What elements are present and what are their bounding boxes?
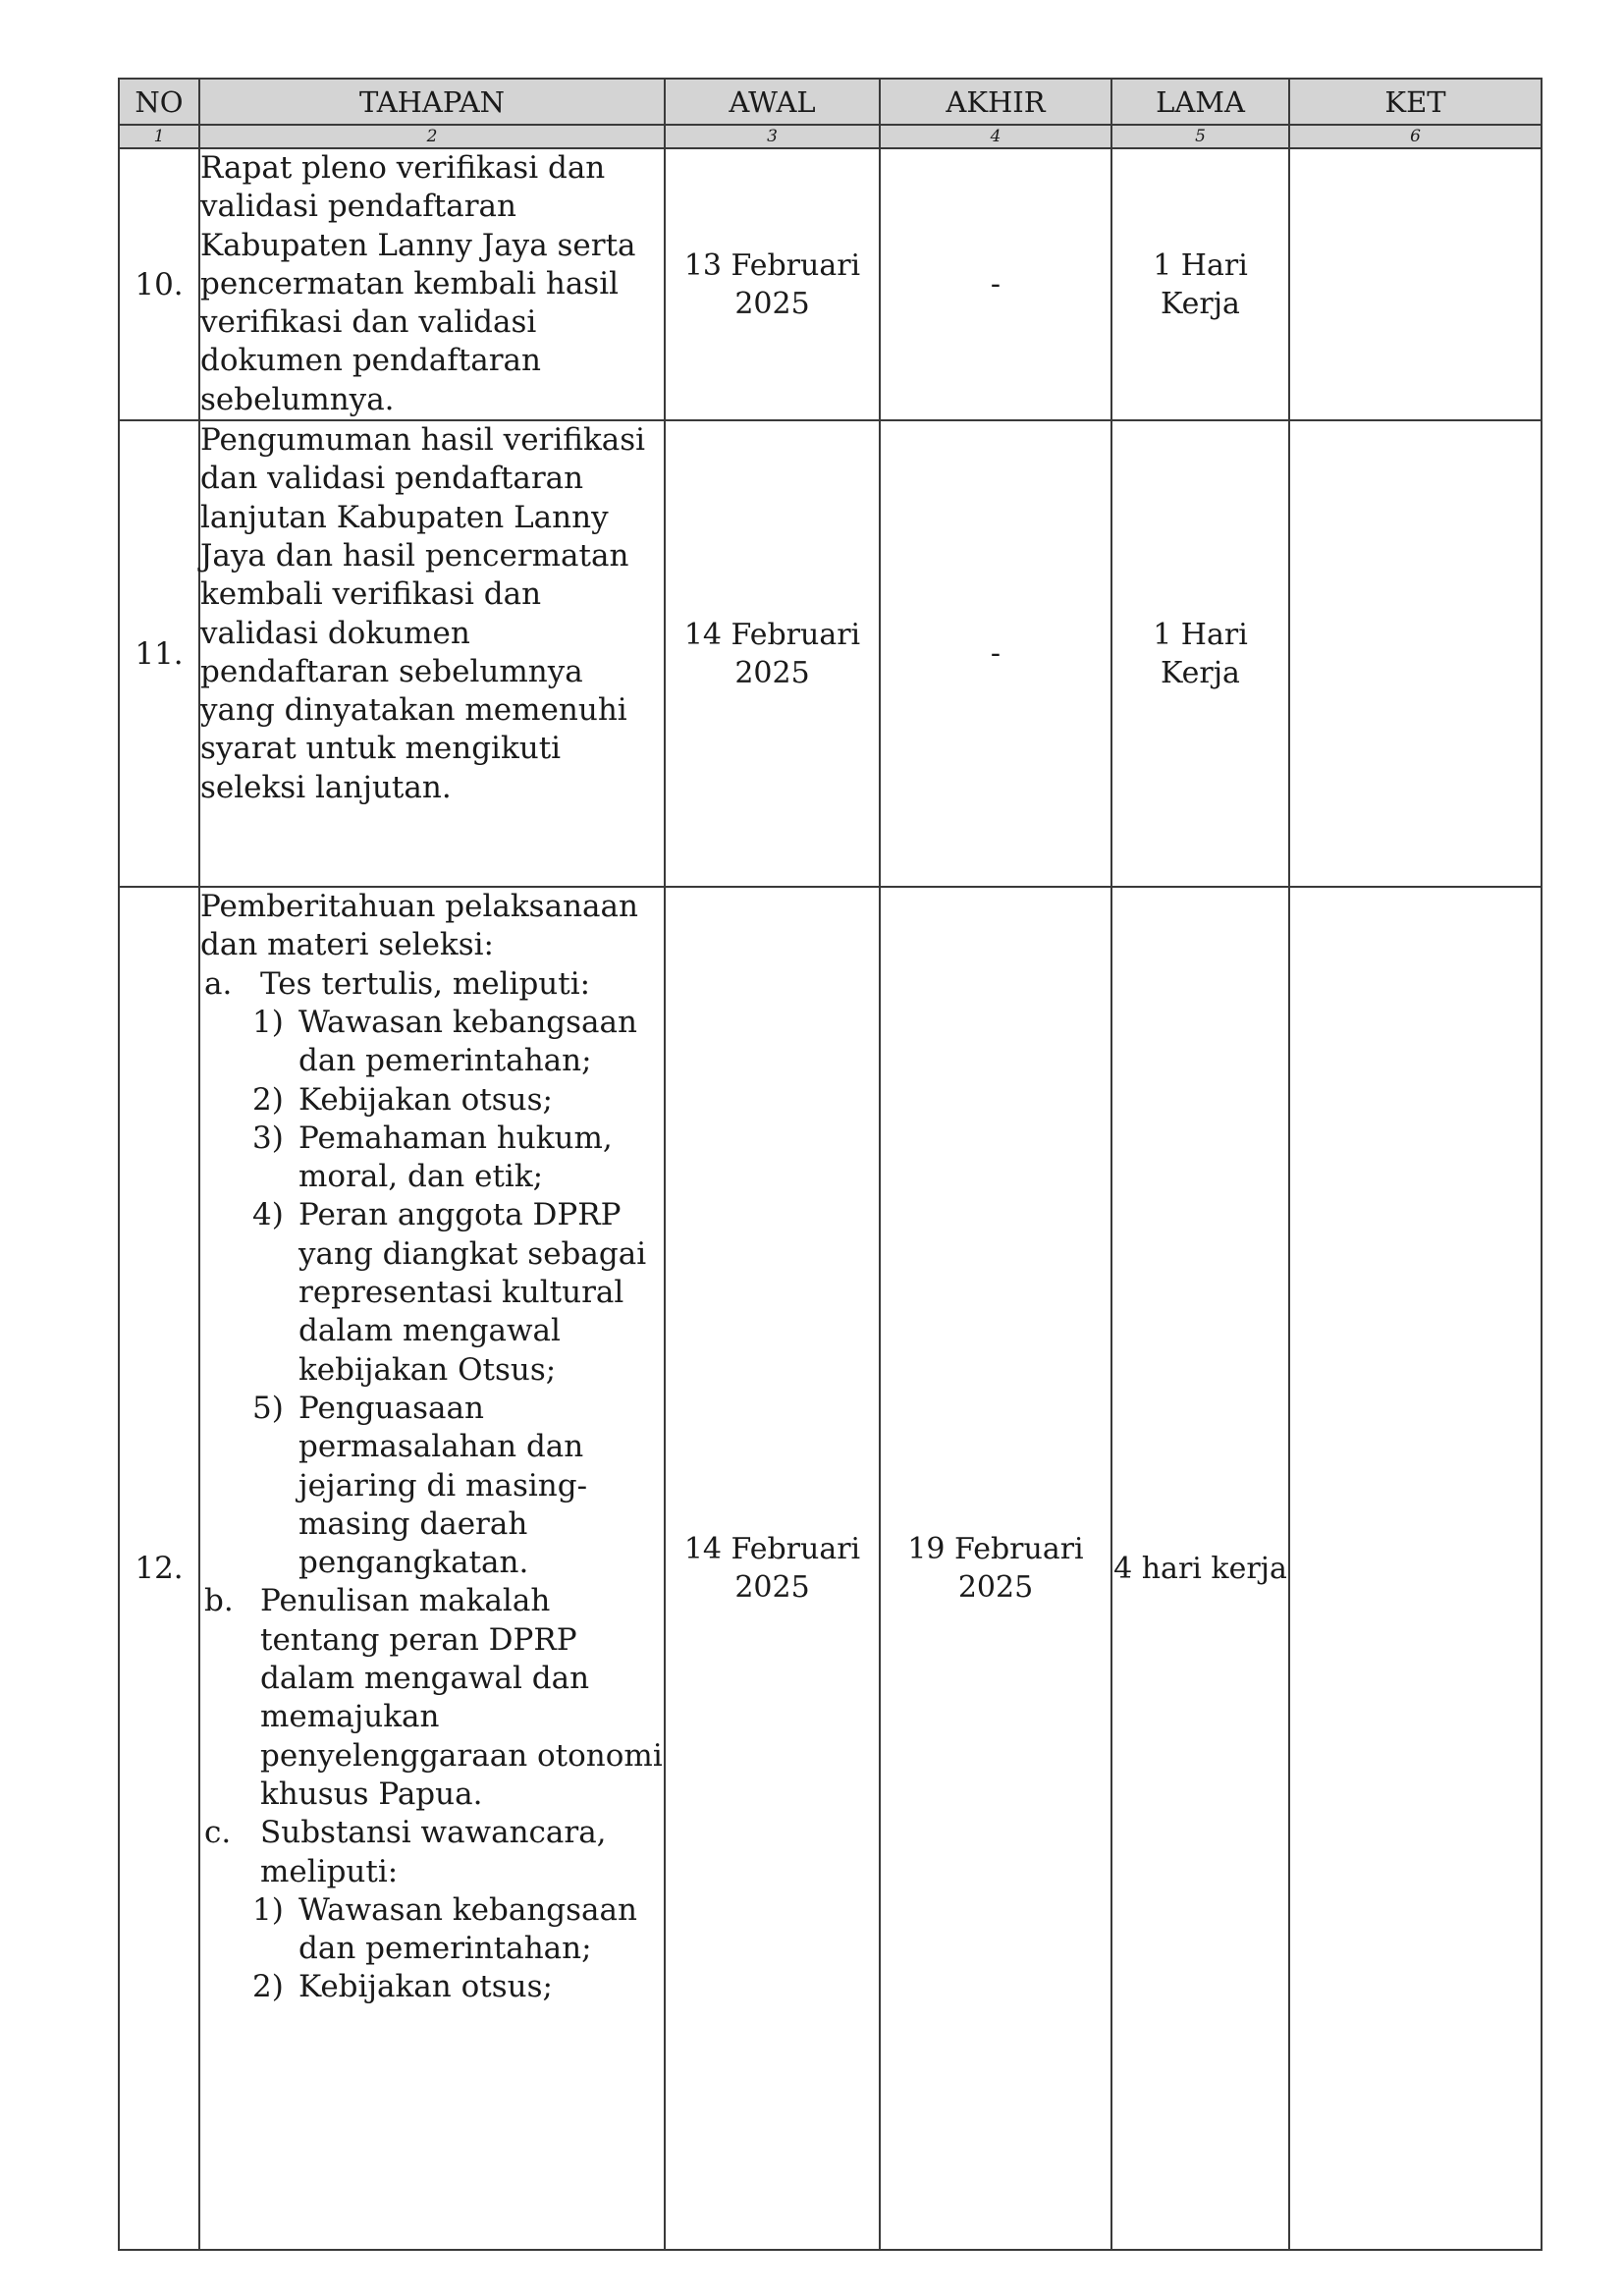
- col-header-ket: KET: [1289, 79, 1542, 125]
- table-row: [119, 887, 1542, 2250]
- list-item: [200, 1582, 664, 1814]
- sub-list-item: [200, 1196, 664, 1389]
- list-item-text: Tes tertulis, meliputi:: [260, 965, 591, 1002]
- list-item: [200, 1814, 664, 1891]
- table-row: [119, 420, 1542, 887]
- tahapan-text: Pengumuman hasil verifikasi dan validasi pendaftaran lanjutan Kabupaten Lanny Jaya dan hasil pencermatan kembali verifikasi dan validasi dokumen pendaftaran sebelumnya yang dinyatakan memenuhi syarat untuk mengikuti seleksi lanjutan.: [199, 420, 665, 887]
- col-number: 6: [1289, 125, 1542, 148]
- sub-list-item-text: Penguasaan permasalahan dan jejaring di masing-masing daerah pengangkatan.: [298, 1390, 588, 1581]
- sub-list-marker: 1): [252, 1004, 284, 1040]
- schedule-table: [118, 78, 1543, 2251]
- sub-list-item-text: Peran anggota DPRP yang diangkat sebagai representasi kultural dalam mengawal kebijakan Otsus;: [298, 1197, 647, 1388]
- col-header-no: NO: [119, 79, 199, 125]
- tahapan-intro: Pemberitahuan pelaksanaan dan materi seleksi:: [200, 889, 638, 963]
- col-header-tahapan: TAHAPAN: [199, 79, 665, 125]
- col-header-akhir: AKHIR: [880, 79, 1111, 125]
- akhir-date: -: [880, 420, 1111, 887]
- lama-duration: 4 hari kerja: [1111, 887, 1289, 2250]
- akhir-date: -: [880, 148, 1111, 420]
- list-marker: a.: [204, 965, 233, 1002]
- sub-list-item: [200, 1968, 664, 2006]
- table-row: [119, 148, 1542, 420]
- sub-list-item-text: Wawasan kebangsaan dan pemerintahan;: [298, 1004, 637, 1079]
- list-item-text: Substansi wawancara, meliputi:: [260, 1815, 607, 1889]
- awal-date: 14 Februari 2025: [665, 887, 880, 2250]
- col-header-awal: AWAL: [665, 79, 880, 125]
- sub-list-marker: 4): [252, 1197, 284, 1233]
- column-number-row: [119, 125, 1542, 148]
- sub-list-marker: 2): [252, 1081, 284, 1118]
- akhir-date: 19 Februari 2025: [880, 887, 1111, 2250]
- col-number: 4: [880, 125, 1111, 148]
- col-header-lama: LAMA: [1111, 79, 1289, 125]
- header-row: [119, 79, 1542, 125]
- sub-list-item: [200, 1081, 664, 1120]
- col-number: 3: [665, 125, 880, 148]
- lama-duration: 1 Hari Kerja: [1111, 420, 1289, 887]
- sub-list-item-text: Pemahaman hukum, moral, dan etik;: [298, 1120, 613, 1195]
- row-number: 10.: [119, 148, 199, 420]
- sub-list-marker: 5): [252, 1390, 284, 1426]
- sub-list-item: [200, 1120, 664, 1197]
- sub-list-item: [200, 1390, 664, 1582]
- awal-date: 14 Februari 2025: [665, 420, 880, 887]
- sub-list-item: [200, 1004, 664, 1081]
- list-item-text: Penulisan makalah tentang peran DPRP dalam mengawal dan memajukan penyelenggaraan otonomi khusus Papua.: [260, 1583, 663, 1812]
- sub-list-item: [200, 1891, 664, 1969]
- ket-cell: [1289, 148, 1542, 420]
- col-number: 1: [119, 125, 199, 148]
- sub-list-item-text: Kebijakan otsus;: [298, 1969, 553, 2005]
- ket-cell: [1289, 887, 1542, 2250]
- col-number: 2: [199, 125, 665, 148]
- list-marker: b.: [204, 1583, 234, 1619]
- col-number: 5: [1111, 125, 1289, 148]
- sub-list-item-text: Kebijakan otsus;: [298, 1081, 553, 1118]
- sub-list-marker: 1): [252, 1891, 284, 1928]
- tahapan-list: [199, 887, 665, 2250]
- lama-duration: 1 Hari Kerja: [1111, 148, 1289, 420]
- sub-list-marker: 3): [252, 1120, 284, 1156]
- sub-list-marker: 2): [252, 1969, 284, 2005]
- sub-list-item-text: Wawasan kebangsaan dan pemerintahan;: [298, 1891, 637, 1967]
- awal-date: 13 Februari 2025: [665, 148, 880, 420]
- tahapan-text: Rapat pleno verifikasi dan validasi pendaftaran Kabupaten Lanny Jaya serta pencermatan kembali hasil verifikasi dan validasi dokumen pendaftaran sebelumnya.: [199, 148, 665, 420]
- row-number: 11.: [119, 420, 199, 887]
- row-number: 12.: [119, 887, 199, 2250]
- ket-cell: [1289, 420, 1542, 887]
- list-marker: c.: [204, 1815, 232, 1851]
- list-item: [200, 965, 664, 1004]
